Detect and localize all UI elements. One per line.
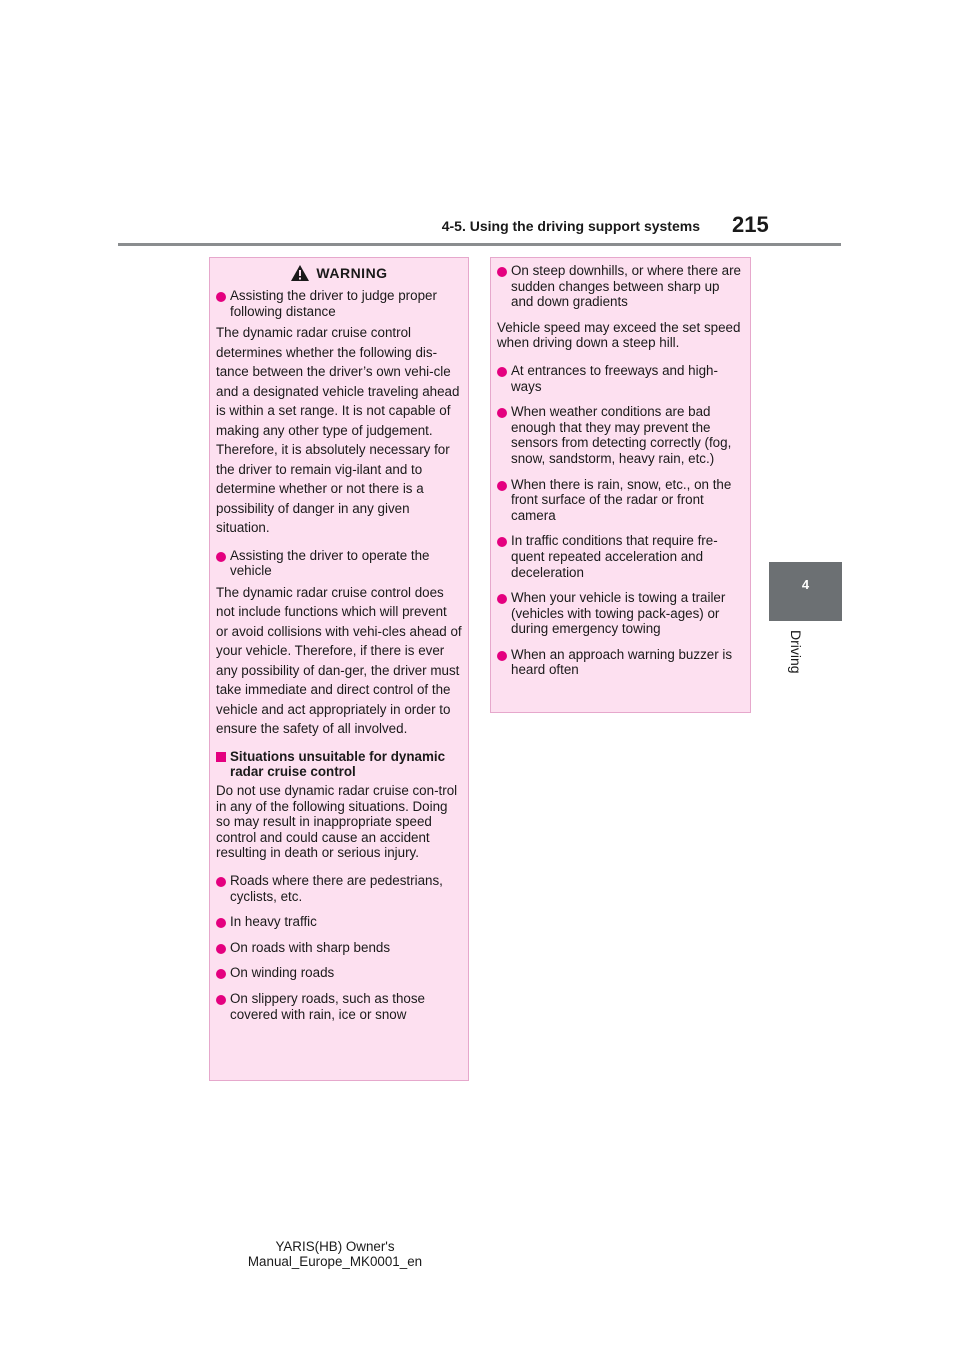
warning-item: On steep downhills, or where there are sudden changes between sharp up and down gradients [497, 263, 744, 310]
warning-paragraph: Vehicle speed may exceed the set speed when driving down a steep hill. [497, 319, 741, 351]
warning-triangle-icon [290, 264, 310, 282]
chapter-label: Driving [788, 630, 804, 674]
warning-item: When weather conditions are bad enough that they may prevent the sensors from detecting correctly (fog, snow, sandstorm, heavy rain, etc.) [497, 404, 744, 466]
warning-item: When an approach warning buzzer is heard often [497, 647, 744, 678]
warning-heading: WARNING [316, 265, 388, 281]
page-number: 215 [732, 212, 769, 237]
chapter-tab: 4 [769, 562, 842, 621]
warning-item: On slippery roads, such as those covered with rain, ice or snow [216, 991, 462, 1022]
warning-box-left [209, 257, 469, 1081]
warning-item: In traffic conditions that require fre-quent repeated acceleration and deceleration [497, 533, 744, 580]
warning-item: When there is rain, snow, etc., on the front surface of the radar or front camera [497, 477, 744, 524]
warning-paragraph: The dynamic radar cruise control does not include functions which will prevent or avoid collisions with vehi-cles ahead of your vehicle. Therefore, if there is ever any possibility of dan-ger, the driver must take immediate and direct control of the vehicle and act appropriately in order to ensure the safety of all involved. [216, 584, 462, 737]
warning-item: At entrances to freeways and high-ways [497, 363, 744, 394]
warning-header [210, 258, 468, 288]
header-rule [118, 243, 841, 246]
warning-item: Assisting the driver to judge proper following distance [216, 288, 462, 319]
warning-box-right [490, 257, 751, 713]
warning-item: Assisting the driver to operate the vehicle [216, 548, 462, 579]
warning-item: Roads where there are pedestrians, cyclists, etc. [216, 873, 462, 904]
warning-item: When your vehicle is towing a trailer (vehicles with towing pack-ages) or during emergency towing [497, 590, 744, 637]
section-title: 4-5. Using the driving support systems [441, 218, 700, 234]
warning-item: On roads with sharp bends [216, 940, 462, 956]
warning-paragraph: The dynamic radar cruise control determines whether the following dis-tance between the driver’s own vehi-cle and a designated vehicle traveling ahead is within a set range. It is not capable of making any other type of judgement. Therefore, it is absolutely necessary for the driver to remain vig-ilant and to determine whether or not there is a possibility of danger in any given situation. [216, 325, 460, 536]
warning-paragraph: Do not use dynamic radar cruise con-trol in any of the following situations. Doing so may result in inappropriate speed control and could cause an accident resulting in death or serious injury. [216, 783, 458, 861]
footer-text: YARIS(HB) Owner's Manual_Europe_MK0001_en [247, 1239, 423, 1269]
warning-item: In heavy traffic [216, 914, 462, 930]
warning-item: On winding roads [216, 965, 462, 981]
warning-subheading: Situations unsuitable for dynamic radar cruise control [216, 749, 462, 780]
